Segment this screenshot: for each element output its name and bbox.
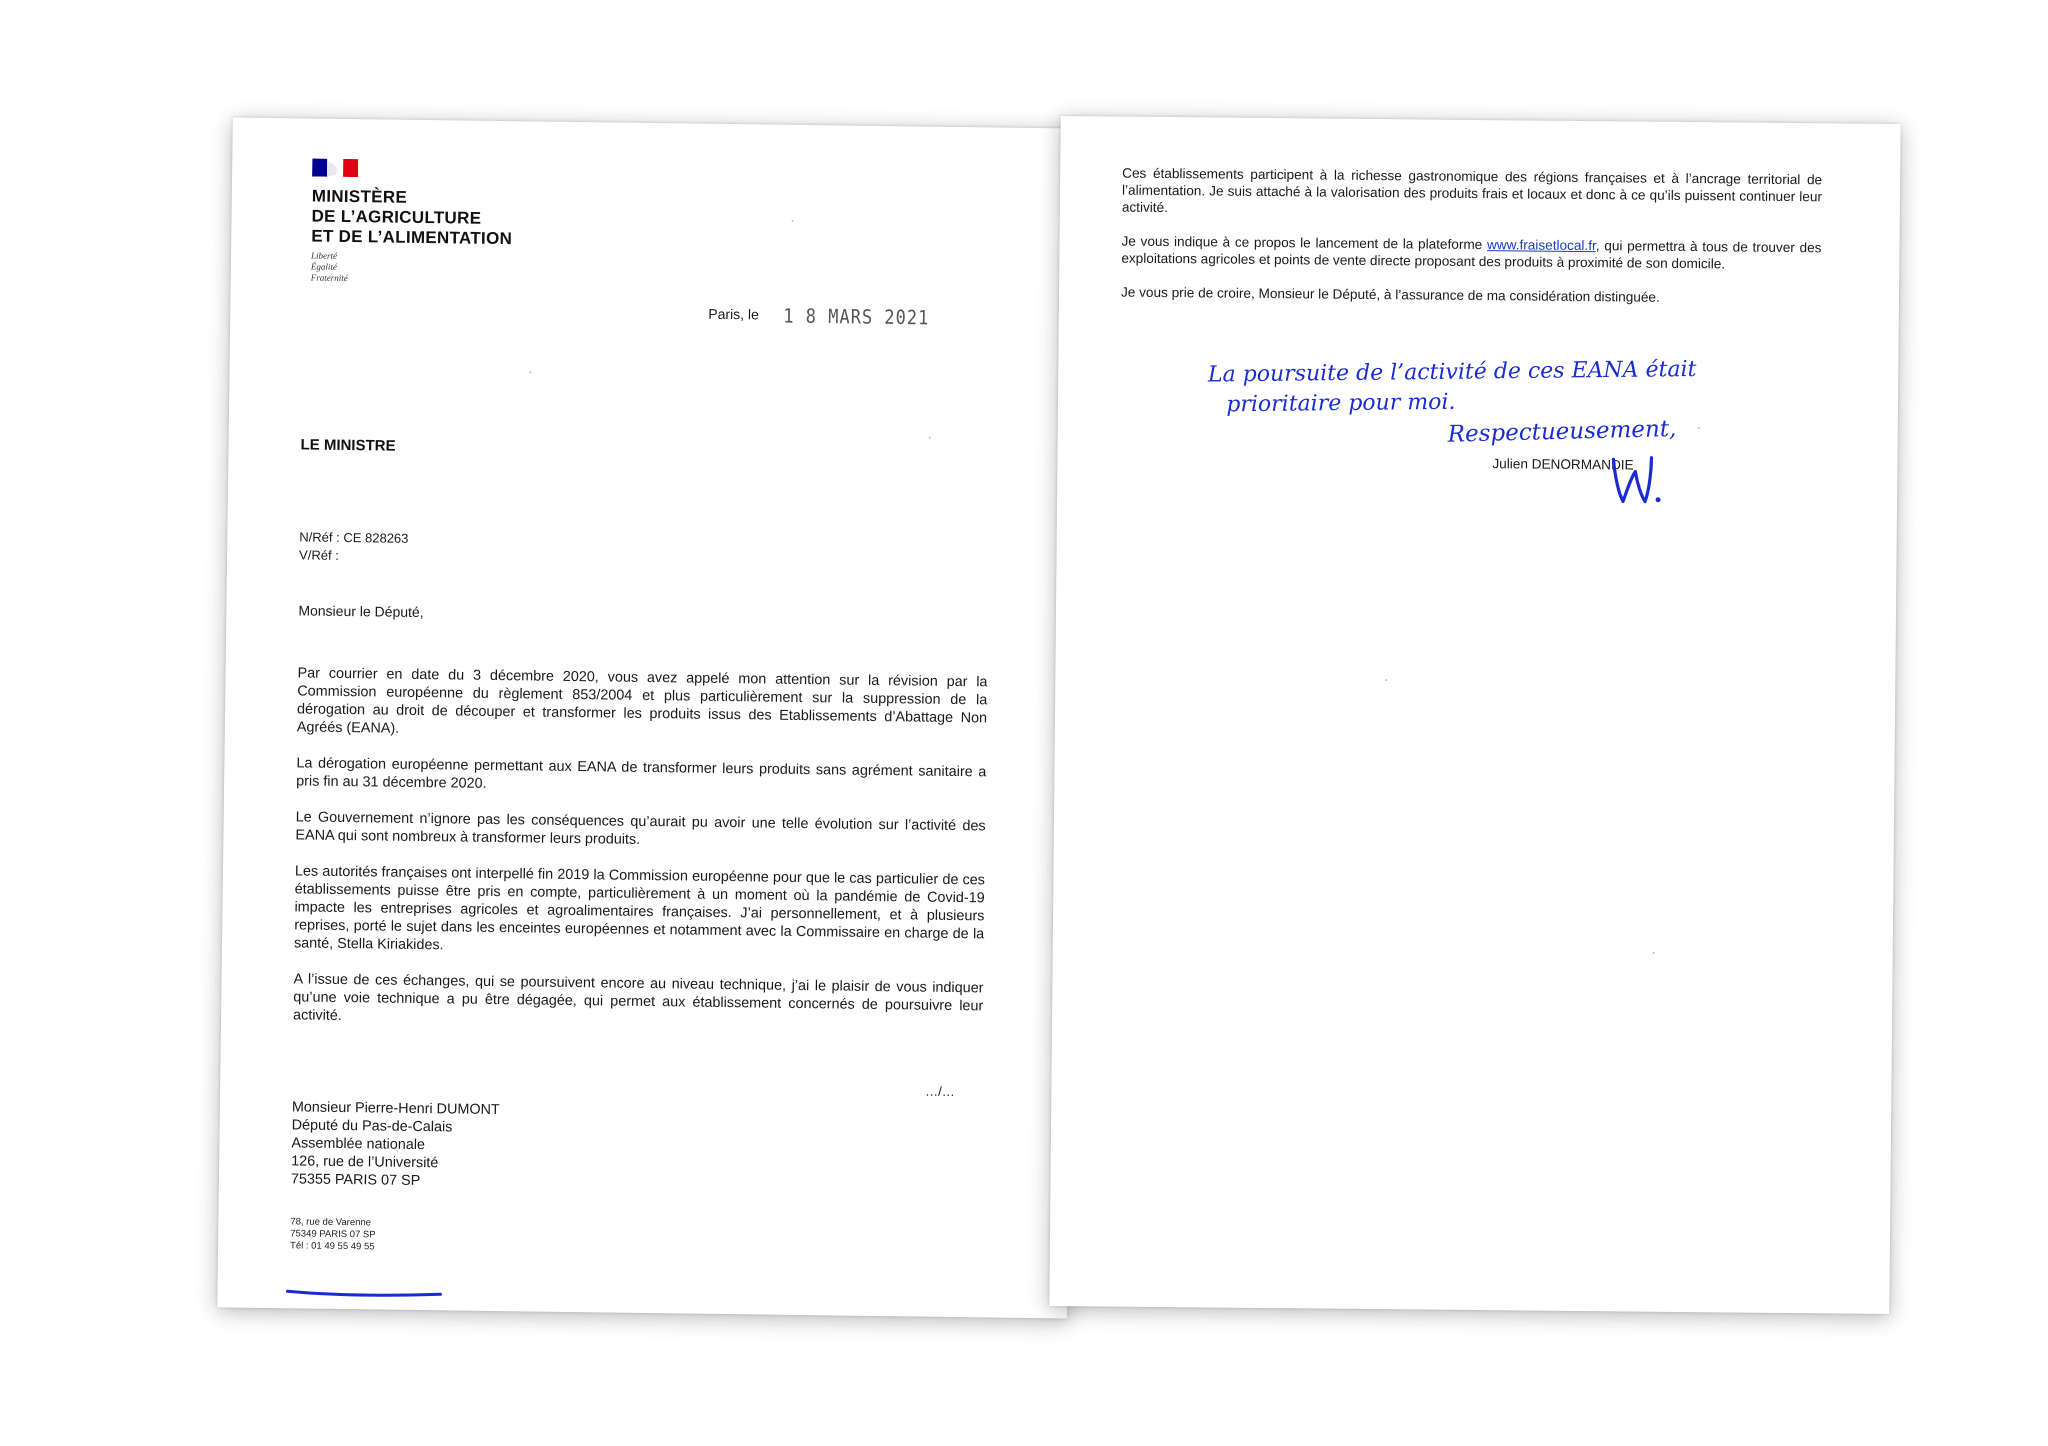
handwritten-signature bbox=[1605, 449, 1666, 510]
handwritten-line: prioritaire pour moi. bbox=[1226, 389, 1456, 418]
fraisetlocal-link[interactable]: www.fraisetlocal.fr bbox=[1486, 237, 1596, 254]
ministry-name bbox=[311, 187, 513, 250]
ministry-line: DE L’AGRICULTURE bbox=[311, 206, 482, 228]
footer-line: 75349 PARIS 07 SP bbox=[290, 1228, 376, 1241]
handwritten-signoff: Respectueusement, bbox=[1447, 415, 1677, 448]
motto-line: Fraternité bbox=[310, 272, 348, 284]
letter-page-1 bbox=[217, 117, 1083, 1318]
recipient-address bbox=[291, 1098, 500, 1191]
our-reference: N/Réf : CE 828263 bbox=[299, 529, 409, 546]
motto-line: Égalité bbox=[310, 261, 337, 272]
body-paragraph: Ces établissements participent à la richesse gastronomique des régions françaises et à l’ancrage territorial de l’alimentation. Je suis attaché à la valorisation des produits frais et locaux et donc à ce qu’ils puissent continuer leur activité. bbox=[1121, 165, 1823, 216]
address-line: Monsieur Pierre-Henri DUMONT bbox=[291, 1099, 500, 1119]
ministry-line: MINISTÈRE bbox=[311, 186, 408, 207]
body-paragraph: Le Gouvernement n’ignore pas les conséquences qu’aurait pu avoir une telle évolution sur l’activité des EANA qui sont nombreux à transformer leurs produits. bbox=[295, 809, 986, 848]
scan-speck bbox=[1385, 679, 1387, 681]
body-paragraph bbox=[1121, 233, 1821, 274]
date-stamp: 1 8 MARS 2021 bbox=[783, 305, 930, 331]
address-line: 75355 PARIS 07 SP bbox=[290, 1171, 421, 1190]
footer-line: 78, rue de Varenne bbox=[290, 1216, 372, 1229]
motto-line: Liberté bbox=[310, 250, 338, 261]
scan-speck bbox=[929, 437, 931, 439]
signer-name: Julien DENORMANDIE bbox=[1492, 456, 1634, 473]
scan-speck bbox=[530, 371, 532, 373]
scan-speck bbox=[1698, 427, 1700, 429]
address-line: Assemblée nationale bbox=[291, 1135, 426, 1154]
handwritten-underline bbox=[285, 1286, 445, 1300]
republic-motto bbox=[311, 251, 348, 284]
continuation-mark: …/… bbox=[925, 1083, 955, 1100]
closing-formula: Je vous prie de croire, Monsieur le Député, à l’assurance de ma considération distinguée. bbox=[1120, 284, 1660, 305]
references bbox=[299, 528, 409, 565]
body-paragraph: A l’issue de ces échanges, qui se poursuivent encore au niveau technique, j’ai le plaisir de vous indiquer qu’une voie technique a pu être dégagée, qui permet aux établissement concernés de poursuivre leur activité. bbox=[292, 971, 984, 1024]
address-line: 126, rue de l’Université bbox=[291, 1153, 439, 1172]
paragraph-text: Je vous indique à ce propos le lancement de la plateforme bbox=[1121, 233, 1488, 253]
address-line: Député du Pas-de-Calais bbox=[291, 1117, 453, 1136]
body-paragraph: La dérogation européenne permettant aux EANA de transformer leurs produits sans agrément sanitaire a pris fin au 31 décembre 2020. bbox=[296, 755, 987, 792]
body-paragraph: Par courrier en date du 3 décembre 2020, vous avez appelé mon attention sur la révision par la Commission européenne du règlement 853/2004 et plus particulièrement sur la suppression de la dérogation au droit de découper et transformer les produits issus des Etablissements d’Abattage Non Agréés (EANA). bbox=[296, 665, 988, 737]
scan-speck bbox=[792, 220, 794, 222]
letter-body bbox=[293, 664, 988, 1051]
marianne-flag-logo bbox=[312, 159, 358, 178]
handwritten-line: La poursuite de l’activité de ces EANA était bbox=[1207, 356, 1697, 388]
handwritten-note bbox=[1208, 355, 1697, 421]
letter-page-2 bbox=[1049, 116, 1900, 1314]
body-paragraph: Les autorités françaises ont interpellé fin 2019 la Commission européenne pour que le cas particulier de ces établissements puisse être pris en compte, particulièrement à un moment où la pandémie de Covid-19 impacte les entreprises agricoles et agroalimentaires françaises. J’ai personnellement, et à plusieurs reprises, porté le sujet dans les enceintes européennes et notamment avec la Commissaire en charge de la santé, Stella Kiriakides. bbox=[293, 863, 986, 954]
ministry-footer-address bbox=[290, 1216, 376, 1253]
ministry-line: ET DE L’ALIMENTATION bbox=[311, 226, 513, 249]
footer-line: Tél : 01 49 55 49 55 bbox=[289, 1240, 375, 1253]
salutation: Monsieur le Député, bbox=[298, 602, 424, 621]
your-reference: V/Réf : bbox=[299, 547, 339, 563]
date-prefix: Paris, le bbox=[708, 305, 759, 323]
scan-speck bbox=[1653, 952, 1655, 954]
paragraph-text: , qui permettra à tous de trouver des exploitations agricoles et points de vente directe proposant des produits à proximité de son domicile. bbox=[1121, 238, 1822, 272]
letter-body-continued bbox=[1121, 165, 1822, 325]
minister-title: LE MINISTRE bbox=[300, 436, 396, 455]
